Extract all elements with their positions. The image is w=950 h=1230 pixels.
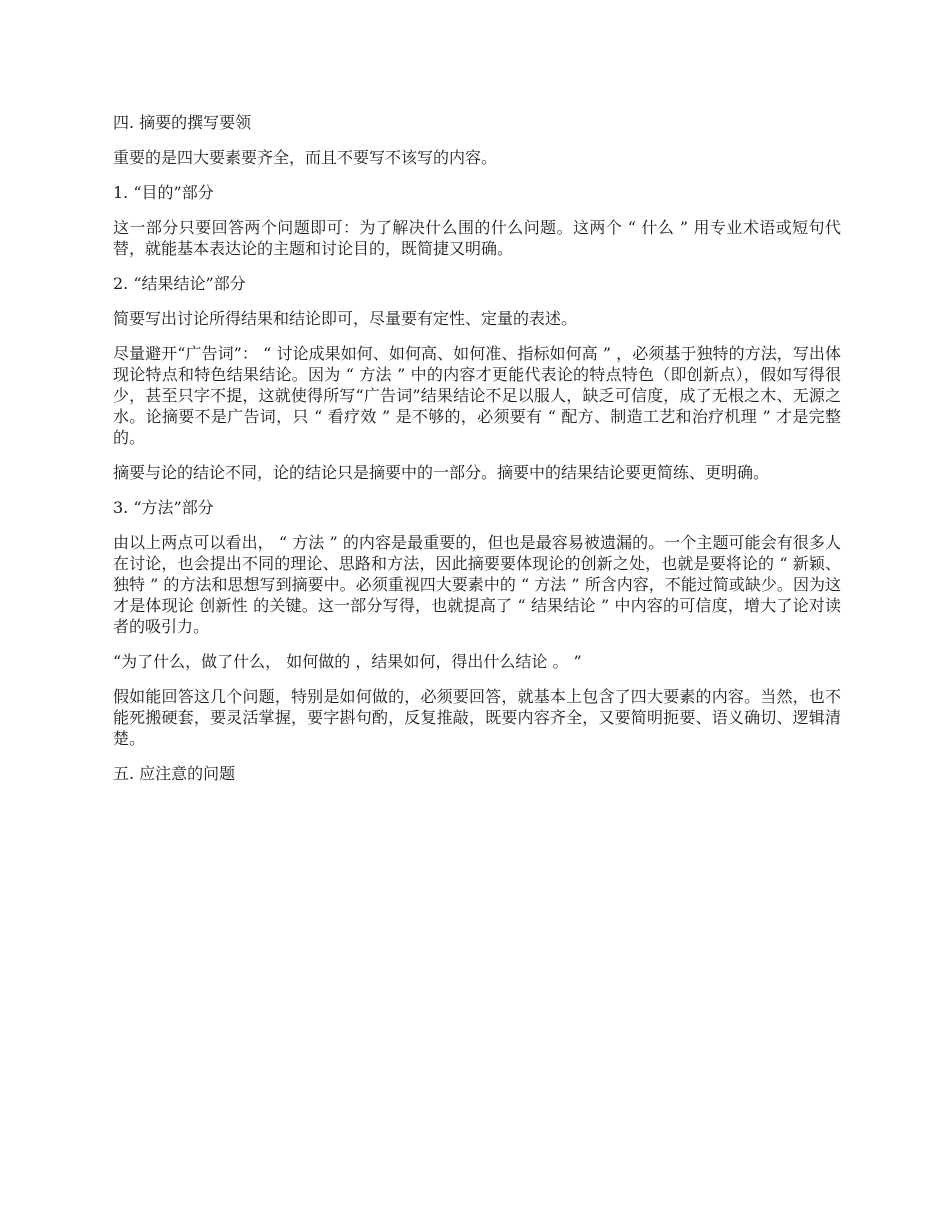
paragraph-avoid-ad-words: 尽量避开“广告词”： “ 讨论成果如何、如何高、如何准、指标如何高 ” ，必须基于独特的方法，写出体现论特点和特色结果结论。因为 “ 方法 ” 中的内容才更能代表论的特点特色（即创新点），假如写得很少，甚至只字不提，这就使得所写“广告词”结果结论不足以服人，缺乏可信度，成了无根之木、无源之水。论摘要不是广告词，只 “ 看疗效 ” 是不够的，必须要有 “ 配方、制造工艺和治疗机理 ” 才是完整的。	[113, 344, 841, 447]
subheading-purpose: 1. “目的”部分	[113, 183, 214, 202]
paragraph-answer-questions: 假如能回答这几个问题，特别是如何做的，必须要回答，就基本上包含了四大要素的内容。当然，也不能死搬硬套，要灵活掌握，要字斟句酌，反复推敲，既要内容齐全，又要简明扼要、语义确切、逻辑清楚。	[113, 687, 841, 748]
subheading-results: 2. “结果结论”部分	[113, 274, 246, 293]
paragraph-results-brief: 简要写出讨论所得结果和结论即可，尽量要有定性、定量的表述。	[113, 309, 578, 328]
paragraph-key-questions: “为了什么，做了什么， 如何做的 ，结果如何，得出什么结论 。 ”	[113, 652, 582, 671]
document-page	[113, 112, 841, 798]
paragraph-purpose: 这一部分只要回答两个问题即可：为了解决什么围的什么问题。这两个 “ 什么 ” 用专业术语或短句代替，就能基本表达论的主题和讨论目的，既简捷又明确。	[113, 218, 841, 258]
section-heading-5: 五. 应注意的问题	[113, 764, 236, 783]
paragraph-abstract-vs-conclusion: 摘要与论的结论不同，论的结论只是摘要中的一部分。摘要中的结果结论要更简练、更明确。	[113, 463, 770, 482]
paragraph-method: 由以上两点可以看出， “ 方法 ” 的内容是最重要的，但也是最容易被遗漏的。一个主题可能会有很多人在讨论，也会提出不同的理论、思路和方法，因此摘要要体现论的创新之处，也就是要将论的 “ 新颖、独特 ” 的方法和思想写到摘要中。必须重视四大要素中的 “ 方法 ” 所含内容，不能过简或缺少。因为这才是体现论 创新性 的关键。这一部分写得，也就提高了 “ 结果结论 ” 中内容的可信度，增大了论对读者的吸引力。	[113, 533, 841, 636]
paragraph-four-elements: 重要的是四大要素要齐全，而且不要写不该写的内容。	[113, 148, 498, 167]
section-heading-4: 四. 摘要的撰写要领	[113, 113, 252, 132]
subheading-method: 3. “方法”部分	[113, 498, 214, 517]
